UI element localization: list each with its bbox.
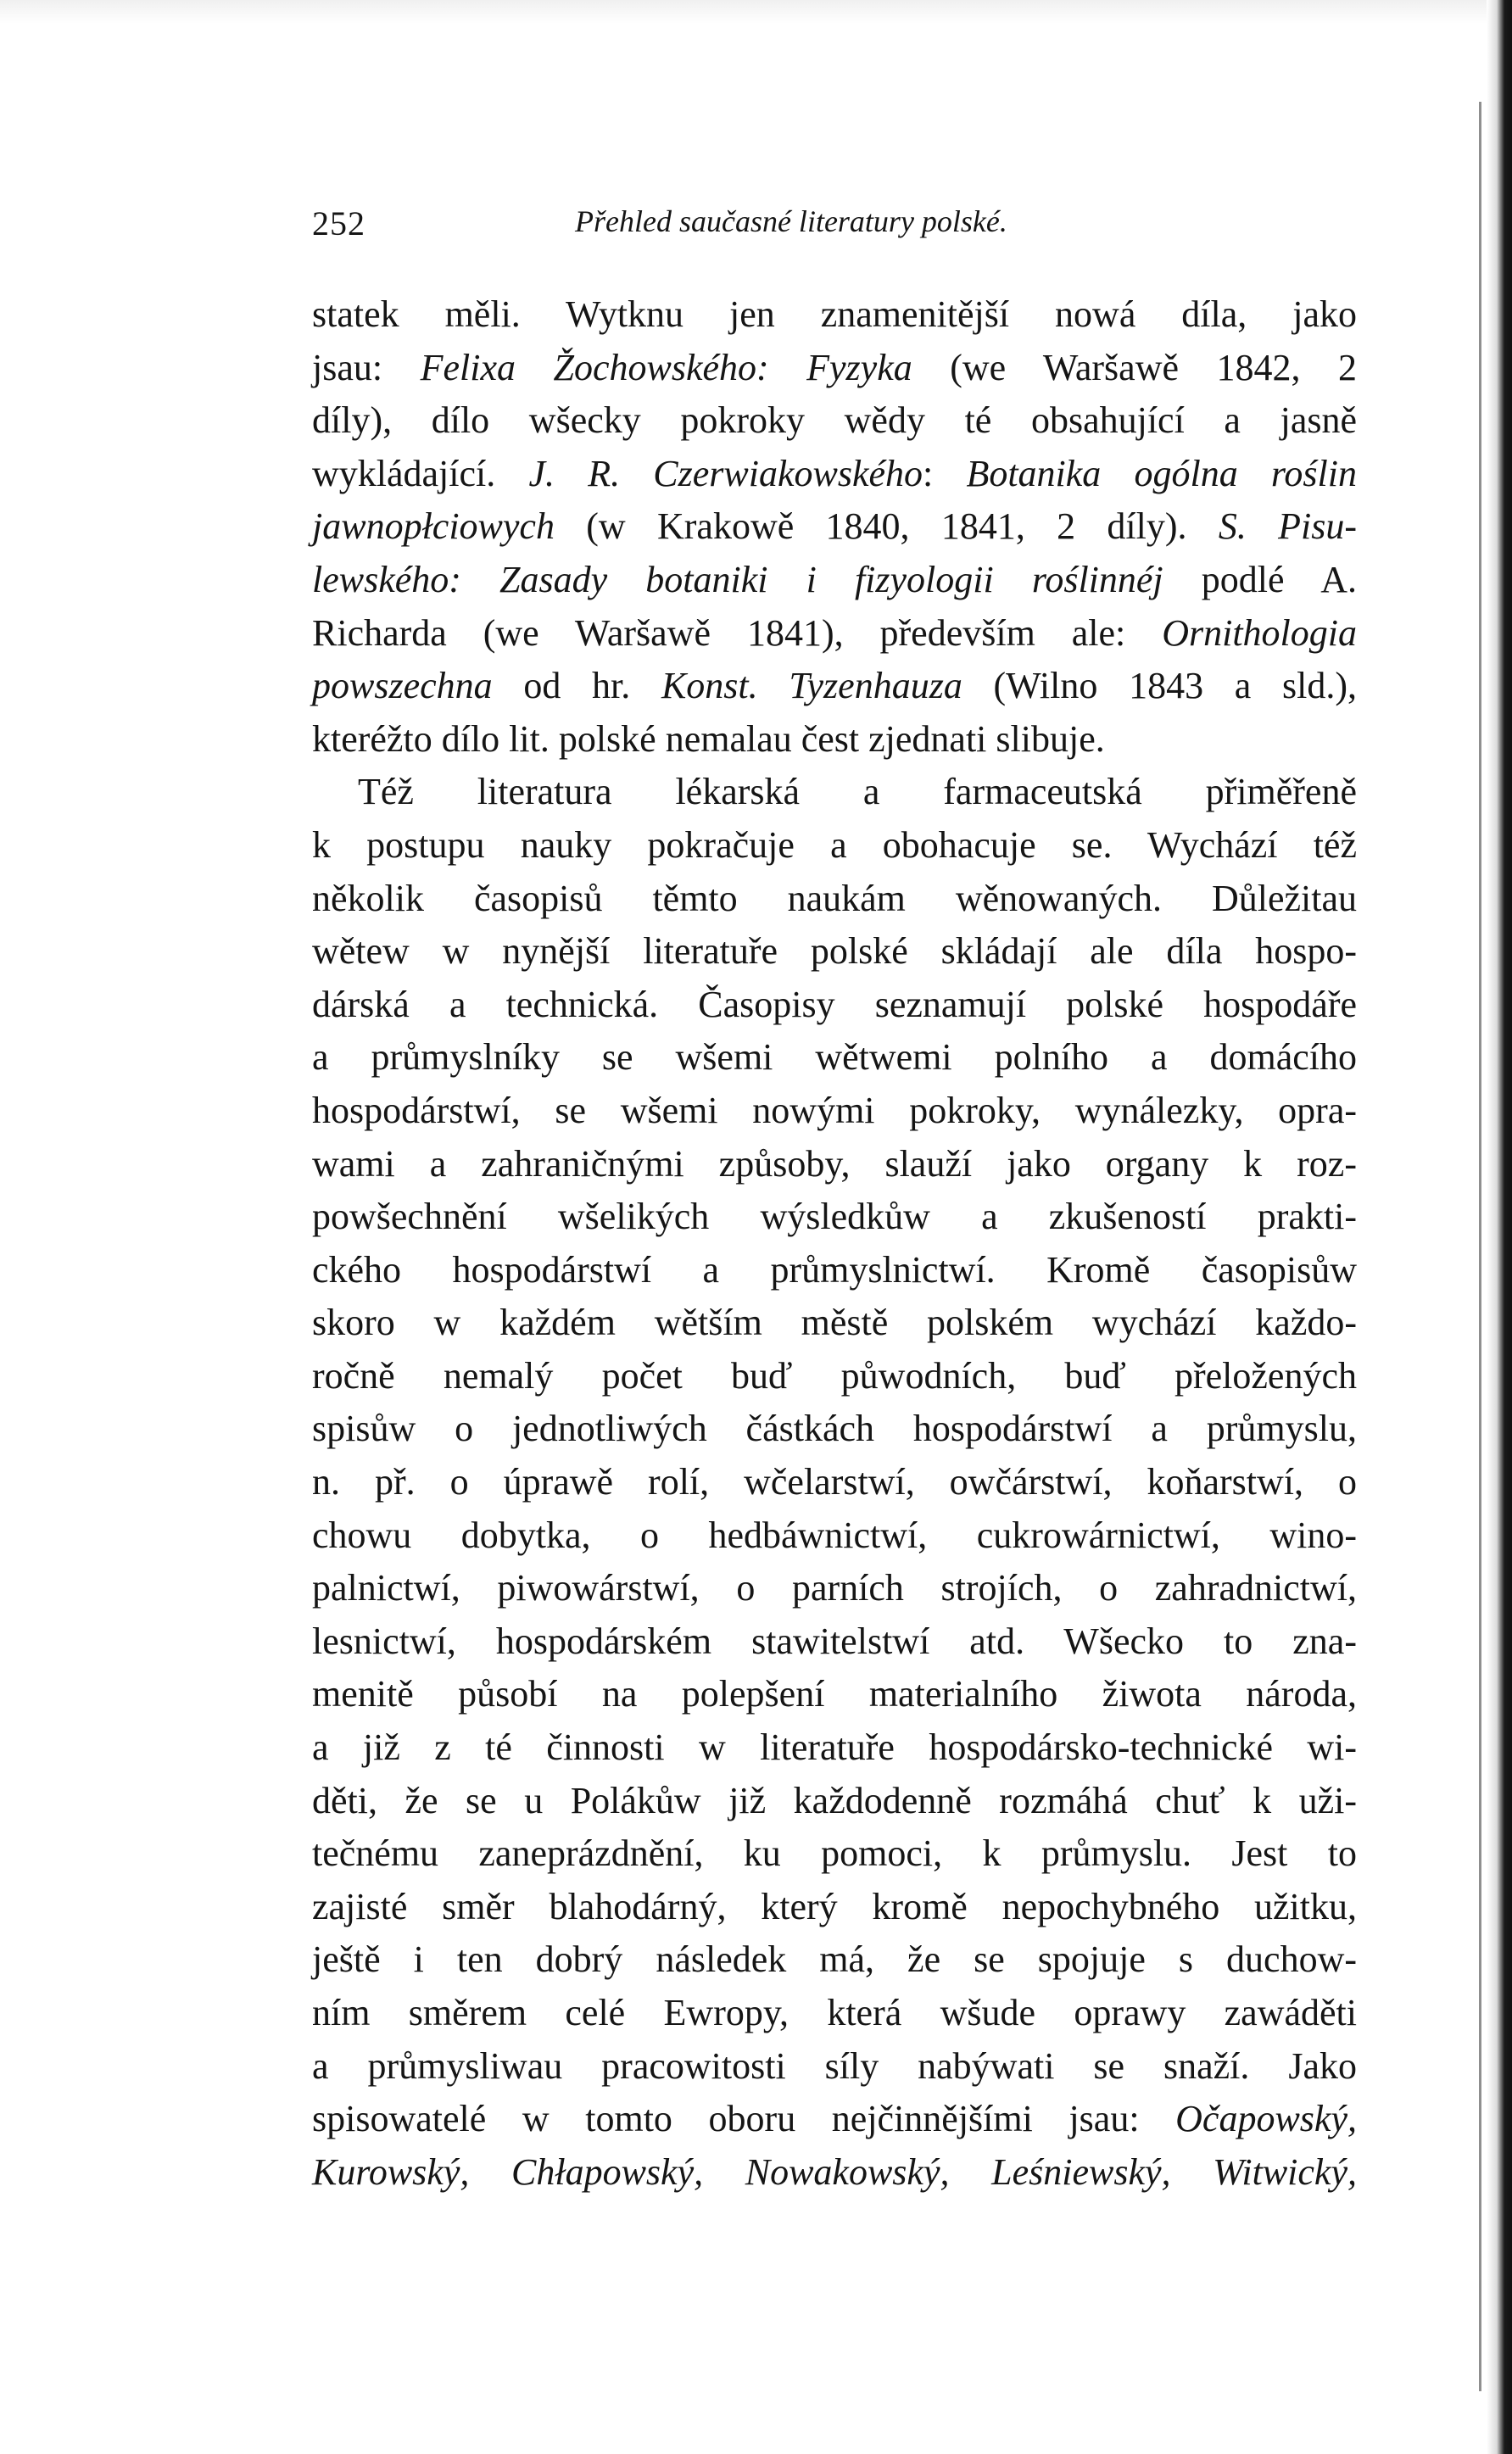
text-line bbox=[312, 288, 1357, 342]
text-segment: chowu dobytka, o hedbáwnictwí, cukrowárnictwí, wino- bbox=[312, 1514, 1357, 1556]
text-segment: několik časopisů těmto naukám wěnowaných. Důležitau bbox=[312, 877, 1357, 919]
text-segment: ještě i ten dobrý následek má, že se spojuje s duchow- bbox=[312, 1938, 1357, 1981]
text-segment: (Wilno 1843 a sld.), bbox=[962, 665, 1357, 707]
text-line bbox=[312, 1721, 1357, 1775]
text-line bbox=[312, 1191, 1357, 1244]
italic-text-segment: Ornithologia bbox=[1162, 611, 1357, 654]
text-segment: (we Waršawě 1842, 2 bbox=[912, 346, 1357, 388]
scan-edge-right bbox=[1487, 0, 1512, 2454]
text-line bbox=[312, 2146, 1357, 2200]
text-line bbox=[312, 1881, 1357, 1934]
text-line bbox=[312, 1562, 1357, 1615]
text-segment: dárská a technická. Časopisy seznamují polské hospodáře bbox=[312, 983, 1357, 1025]
text-segment: jsau: bbox=[312, 346, 421, 388]
text-segment: skoro w každém wětším městě polském wychází každo- bbox=[312, 1302, 1357, 1344]
text-line bbox=[312, 1933, 1357, 1987]
italic-text-segment: S. Pisu- bbox=[1218, 505, 1357, 548]
scan-binding-line bbox=[1479, 102, 1481, 2391]
text-segment: wami a zahraničnými způsoby, slauží jako organy k roz- bbox=[312, 1142, 1357, 1185]
text-line bbox=[312, 1775, 1357, 1828]
text-line bbox=[312, 1244, 1357, 1297]
italic-text-segment: Očapowský, bbox=[1175, 2098, 1357, 2140]
text-line bbox=[312, 554, 1357, 607]
italic-text-segment: powszechna bbox=[312, 665, 493, 707]
text-line bbox=[312, 500, 1357, 554]
text-segment: hospodárstwí, se wšemi nowými pokroky, wynálezky, opra- bbox=[312, 1089, 1357, 1131]
text-segment: wykládající. bbox=[312, 452, 529, 494]
text-segment: : bbox=[923, 452, 967, 494]
text-line bbox=[312, 1456, 1357, 1509]
text-line bbox=[312, 873, 1357, 926]
text-line bbox=[312, 2093, 1357, 2146]
text-segment: díly), dílo wšecky pokroky wědy té obsahující a jasně bbox=[312, 399, 1357, 442]
text-line bbox=[312, 1403, 1357, 1456]
italic-text-segment: Kurowský, Chłapowský, Nowakowský, Leśniewský, Witwický, bbox=[312, 2150, 1357, 2193]
text-segment: spisůw o jednotliwých částkách hospodárstwí a průmyslu, bbox=[312, 1408, 1357, 1450]
running-head bbox=[312, 195, 1364, 254]
text-line bbox=[312, 1987, 1357, 2040]
italic-text-segment: lewského: Zasady botaniki i fizyologii roślinnéj bbox=[312, 558, 1163, 600]
italic-text-segment: J. R. Czerwiakowského bbox=[528, 452, 923, 494]
text-segment: spisowatelé w tomto oboru nejčinnějšími jsau: bbox=[312, 2098, 1176, 2140]
text-line bbox=[312, 925, 1357, 979]
text-line bbox=[312, 1085, 1357, 1138]
text-segment: podlé A. bbox=[1163, 558, 1358, 600]
text-segment: a průmyslníky se wšemi wětwemi polního a domácího bbox=[312, 1036, 1357, 1079]
text-segment: tečnému zaneprázdnění, ku pomoci, k průmyslu. Jest to bbox=[312, 1832, 1357, 1875]
text-segment: kteréžto dílo lit. polské nemalau čest zjednati slibuje. bbox=[312, 717, 1105, 760]
text-line bbox=[312, 448, 1357, 501]
italic-text-segment: Konst. Tyzenhauza bbox=[661, 665, 962, 707]
italic-text-segment: Botanika ogólna roślin bbox=[966, 452, 1357, 494]
text-segment: palnictwí, piwowárstwí, o parních strojích, o zahradnictwí, bbox=[312, 1567, 1357, 1609]
text-segment: ročně nemalý počet buď půwodních, buď přeložených bbox=[312, 1354, 1357, 1397]
text-segment: (w Krakowě 1840, 1841, 2 díly). bbox=[554, 505, 1219, 548]
text-line bbox=[312, 979, 1357, 1032]
text-line bbox=[312, 713, 1357, 767]
text-line bbox=[312, 1297, 1357, 1350]
text-line bbox=[312, 1827, 1357, 1881]
text-line bbox=[312, 1615, 1357, 1669]
text-line bbox=[312, 1350, 1357, 1403]
text-line bbox=[312, 1031, 1357, 1085]
text-segment: ckého hospodárstwí a průmyslnictwí. Kromě časopisůw bbox=[312, 1248, 1357, 1291]
text-line bbox=[312, 394, 1357, 448]
text-segment: od hr. bbox=[492, 665, 661, 707]
text-segment: zajisté směr blahodárný, který kromě nepochybného užitku, bbox=[312, 1885, 1357, 1927]
text-line bbox=[312, 660, 1357, 713]
running-title: Přehled saučasné literatury polské. bbox=[575, 204, 1007, 238]
text-segment: lesnictwí, hospodárském stawitelstwí atd. Wšecko to zna- bbox=[312, 1620, 1357, 1662]
italic-text-segment: jawnopłciowych bbox=[312, 505, 555, 548]
text-segment: a průmysliwau pracowitosti síly nabýwati se snaží. Jako bbox=[312, 2044, 1357, 2087]
text-segment: powšechnění wšelikých wýsledkůw a zkušeností prakti- bbox=[312, 1196, 1357, 1238]
text-segment: k postupu nauky pokračuje a obohacuje se. Wychází též bbox=[312, 823, 1357, 866]
text-line bbox=[312, 342, 1357, 395]
text-segment: wětew w nynější literatuře polské skládají ale díla hospo- bbox=[312, 930, 1357, 973]
text-line bbox=[312, 819, 1357, 873]
text-segment: n. př. o úprawě rolí, wčelarstwí, owčárstwí, koňarstwí, o bbox=[312, 1461, 1357, 1503]
text-segment: ním směrem celé Ewropy, která wšude oprawy zawáděti bbox=[312, 1992, 1357, 2033]
text-line bbox=[312, 766, 1357, 819]
page-number: 252 bbox=[312, 204, 365, 243]
scan-edge-top bbox=[0, 0, 1512, 24]
book-page bbox=[312, 195, 1364, 2199]
text-segment: Richarda (we Waršawě 1841), především ale: bbox=[312, 611, 1163, 654]
text-line bbox=[312, 2040, 1357, 2094]
text-line bbox=[312, 1509, 1357, 1563]
text-segment: menitě působí na polepšení materialního žiwota národa, bbox=[312, 1673, 1357, 1715]
text-segment: Též literatura lékarská a farmaceutská přiměřeně bbox=[358, 771, 1357, 813]
text-segment: a již z té činnosti w literatuře hospodársko-technické wi- bbox=[312, 1726, 1357, 1769]
text-line bbox=[312, 1668, 1357, 1721]
text-segment: děti, že se u Polákůw již každodenně rozmáhá chuť k uži- bbox=[312, 1779, 1357, 1821]
text-segment: statek měli. Wytknu jen znamenitější nowá díla, jako bbox=[312, 293, 1357, 335]
body-text bbox=[312, 288, 1364, 2199]
text-line bbox=[312, 607, 1357, 661]
italic-text-segment: Felixa Žochowského: Fyzyka bbox=[420, 346, 912, 388]
text-line bbox=[312, 1138, 1357, 1191]
